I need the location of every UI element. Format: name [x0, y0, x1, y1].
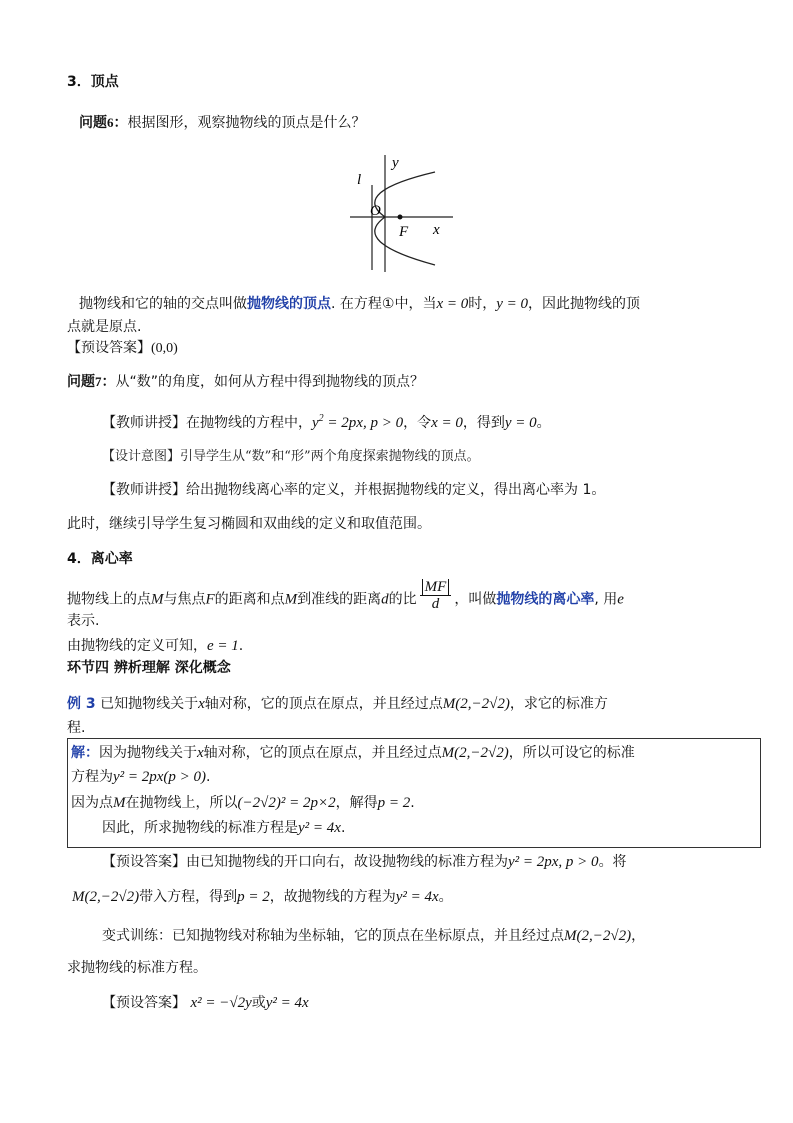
question-colon: ：	[101, 374, 116, 390]
text: .	[238, 638, 244, 654]
math-answer-2: y² = 4x	[265, 995, 309, 1011]
math-standard-form: y² = 2px(p > 0)	[113, 769, 207, 785]
example-label: 例 3	[67, 696, 96, 712]
text: ，求它的标准方	[509, 696, 608, 712]
answer-label: 【预设答案】	[102, 995, 186, 1011]
question-7	[67, 372, 424, 392]
text: 与焦点	[163, 591, 206, 608]
question-text: 根据图形，观察抛物线的顶点是什么？	[127, 115, 366, 131]
section-heading-vertex: 3．顶点	[67, 74, 119, 90]
vertex-definition	[79, 294, 640, 314]
text: 因为点	[71, 795, 113, 811]
lecture-label: 【教师讲授】	[102, 415, 186, 431]
math-x-eq-0: x = 0	[431, 415, 463, 431]
text: 因此，所求抛物线的标准方程是	[102, 820, 298, 836]
text: ，得到	[462, 415, 505, 431]
text: , 用	[594, 591, 618, 608]
parabola-figure	[345, 152, 455, 277]
lecture-label: 【教师讲授】	[102, 482, 186, 498]
text: 在抛物线上，所以	[125, 795, 238, 811]
variant-exercise-line2: 求抛物线的标准方程。	[67, 960, 207, 976]
math-point-m: M(2,−2√2)	[441, 745, 509, 761]
text: ，令	[403, 415, 432, 431]
math-d: d	[381, 591, 389, 608]
text: 。将	[598, 854, 627, 870]
question-colon: ：	[113, 115, 128, 131]
text: ，	[631, 928, 646, 944]
text: ，因此抛物线的顶	[528, 296, 641, 312]
solution-line2	[71, 767, 211, 787]
question-6	[79, 113, 366, 133]
fraction-mf-over-d	[420, 579, 452, 612]
math-result: y² = 4x	[298, 820, 341, 836]
focus-point	[398, 215, 403, 220]
answer-label: 【预设答案】	[102, 854, 186, 870]
text: .	[206, 769, 211, 785]
text: 轴对称，它的顶点在原点，并且经过点	[203, 745, 442, 761]
text: 抛物线和它的轴的交点叫做	[79, 296, 247, 312]
lecture-text: 给出抛物线离心率的定义，并根据抛物线的定义，得出离心率为 1。	[186, 482, 606, 498]
text: 到准线的距离	[297, 591, 382, 608]
math-m: M	[284, 591, 298, 608]
text: .	[410, 795, 415, 811]
section-heading-eccentricity: 4．离心率	[67, 551, 133, 567]
preset-answer-1	[67, 338, 178, 359]
question-text: 从“数”的角度，如何从方程中得到抛物线的顶点？	[115, 374, 425, 390]
text: ，叫做	[454, 591, 497, 608]
eccentricity-line2: 表示.	[67, 613, 100, 629]
example-3	[67, 694, 608, 714]
question-label: 问题	[79, 115, 107, 131]
solution-line1	[71, 743, 635, 763]
text: 的距离和点	[214, 591, 285, 608]
text: .	[340, 820, 346, 836]
math-m: M	[151, 591, 164, 608]
parabola-curve	[375, 172, 435, 265]
fraction-numerator: MF	[422, 579, 450, 595]
text: 轴对称，它的顶点在原点，并且经过点	[204, 696, 443, 712]
variant-exercise	[102, 926, 645, 946]
label-o: O	[370, 203, 381, 219]
solution-line3	[71, 793, 415, 813]
preset-answer-2	[102, 852, 627, 872]
text: 时，	[468, 296, 497, 312]
text-or: 或	[251, 995, 266, 1011]
question-number: 7	[95, 374, 102, 389]
math-y-eq-0: y = 0	[496, 296, 529, 312]
math-e-eq-1: e = 1	[207, 638, 239, 654]
text: ，解得	[335, 795, 378, 811]
math-substitution: (−2√2)² = 2p×2	[237, 795, 336, 811]
math-y: y	[312, 415, 319, 431]
text: 因为抛物线关于	[99, 745, 197, 761]
text: 抛物线上的点	[67, 591, 151, 608]
math-answer-1: x² = −√2y	[190, 995, 252, 1011]
math-result: y² = 4x	[395, 889, 439, 905]
label-y: y	[392, 155, 399, 171]
design-label: 【设计意图】	[102, 449, 181, 464]
text: 。	[438, 889, 453, 905]
preset-answer-2-line2	[72, 887, 453, 907]
label-x: x	[433, 222, 440, 238]
design-text: 引导学生从“数”和“形”两个角度探索抛物线的顶点。	[180, 449, 480, 464]
term-vertex: 抛物线的顶点	[247, 296, 331, 312]
term-eccentricity: 抛物线的离心率	[496, 591, 595, 608]
example-3-line2: 程.	[67, 720, 86, 736]
math-parabola-eq	[312, 415, 403, 431]
text: 。	[536, 415, 551, 431]
text: 带入方程，得到	[139, 889, 238, 905]
math-p-eq-2: p = 2	[237, 889, 270, 905]
label-l: l	[357, 172, 362, 188]
part-four-heading: 环节四 辨析理解 深化概念	[67, 660, 231, 676]
text: 在抛物线的方程中，	[186, 415, 312, 431]
continue-text: 此时，继续引导学生复习椭圆和双曲线的定义和取值范围。	[67, 516, 431, 532]
text: 由已知抛物线的开口向右，故设抛物线的标准方程为	[186, 854, 508, 870]
text: 的比	[388, 591, 417, 608]
math-point-m: M(2,−2√2)	[564, 928, 632, 944]
text: . 在方程①中，当	[331, 296, 437, 312]
eccentricity-line3	[67, 636, 243, 656]
preset-answer-3	[102, 993, 309, 1013]
solution-label: 解：	[71, 745, 99, 761]
design-intent	[102, 447, 480, 467]
math-f: F	[205, 591, 215, 608]
text: 已知抛物线关于	[95, 696, 199, 712]
math-rest: = 2px, p > 0	[323, 415, 404, 431]
question-number: 6	[107, 115, 114, 130]
answer-label: 【预设答案】	[67, 340, 151, 356]
question-label: 问题	[67, 374, 95, 390]
math-p-eq-2: p = 2	[377, 795, 411, 811]
text: ，所以可设它的标准	[508, 745, 635, 761]
math-point-m: M(2,−2√2)	[442, 696, 510, 712]
math-exponent: 2	[318, 413, 324, 424]
math-e: e	[617, 591, 624, 608]
label-f: F	[399, 224, 409, 240]
text: ，故抛物线的方程为	[269, 889, 396, 905]
answer-value: (0,0)	[151, 341, 178, 356]
fraction-denominator: d	[431, 596, 440, 612]
teacher-lecture-1	[102, 413, 551, 433]
text: 由抛物线的定义可知，	[67, 638, 207, 654]
math-x: x	[197, 745, 204, 761]
text: 变式训练：已知抛物线对称轴为坐标轴，它的顶点在坐标原点，并且经过点	[102, 928, 564, 944]
vertex-definition-line2: 点就是原点.	[67, 319, 142, 335]
math-x-eq-0: x = 0	[436, 296, 469, 312]
text: 方程为	[71, 769, 113, 785]
math-m: M	[113, 795, 126, 811]
math-point-m: M(2,−2√2)	[72, 889, 140, 905]
solution-line4	[102, 818, 345, 838]
math-x: x	[198, 696, 205, 712]
math-standard-form: y² = 2px, p > 0	[508, 854, 599, 870]
teacher-lecture-2	[102, 480, 605, 500]
math-y-eq-0: y = 0	[504, 415, 537, 431]
eccentricity-definition	[67, 579, 624, 616]
